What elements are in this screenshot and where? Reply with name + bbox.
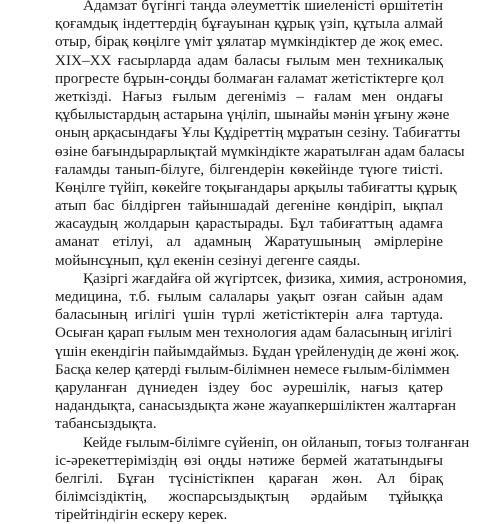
text-line: Адамзат бүгінгі таңда әлеуметтік шиеленісті өршітетін [83,0,443,14]
text-line: медицина, т.б. ғылым салалары уақыт озған сайын адам [55,288,443,305]
paragraph-2 [55,269,467,434]
text-line: ғаламды танып-білуге, білгендерін көкейінде түюге тиісті. [55,160,443,178]
text-line: құбылыстардың астарына үңіліп, шынайы мәнін ұғыну және [55,106,450,124]
text-line: үшін екендігін пайымдаймыз. Бұдан үрейленудің де жөні жоқ. [55,342,460,360]
text-line: тірейтіндігін ескеру керек. [55,506,228,524]
text-line: жасаудың жолдарын қарастырады. Бұл табиғаттың адамға [55,215,443,233]
text-line: надандықта, санасыздықта және жауапкершіліктен жалтарған [55,397,456,415]
text-line: отыр, бірақ көңілге үміт ұялатар мүмкіндіктер де жоқ емес. [55,33,443,51]
text-line: Көңілге түйіп, көкейге тоқығандары арқылы табиғатты құрық [55,178,457,196]
text-line: XIX–XX ғасырларда адам баласы ғылым мен техникалық [55,51,443,69]
text-line: Қазіргі жағдайға ой жүгіртсек, физика, химия, астрономия, [83,269,467,287]
text-line: аманат етілуі, ал адамның Жаратушының әмірлеріне [55,233,443,251]
text-line: жеткізді. Нағыз ғылым дегеніміз – ғалам мен ондағы [55,87,443,105]
body-text [55,0,470,524]
text-line: қаруланған дүниеден іздеу бос әурешілік, нағыз қатер [55,378,443,396]
text-line: қоғамдық індеттердің бұғауынан құрық үзіп, құтыла алмай [55,15,443,33]
paragraph-3 [55,433,470,524]
text-line: белгілі. Бұған түсіністікпен қараған жөн. Ал бірақ [55,469,443,487]
paragraph-1 [55,0,465,270]
text-line: баласының игілігі үшін түрлі жетістіктерін алға тартуда. [55,306,443,324]
text-line: прогресте бұрын-соңды болмаған ғаламат жетістіктерге қол [55,69,444,87]
text-line: іс-әрекеттеріміздің өзі оңды нәтиже бермей жататындығы [55,451,443,469]
text-line: мойынсұнып, құл екенін сезінуі дегенге саяды. [55,251,361,269]
text-line: білімсіздіктің, жоспарсыздықтың әрдайым тұйыққа [55,488,443,506]
text-line: өзіне бағындырарлықтай мүмкіндікте жаратылған адам баласы [55,142,465,160]
text-line: оның арқасындағы Ұлы Құдіреттің мұратын сезіну. Табиғатты [55,124,461,142]
text-line: Басқа келер қатерді ғылым-білімнен немесе ғылым-біліммен [55,360,450,378]
text-line: атып бас білдірген тайыншадай дегеніне көндіріп, ықпал [55,197,443,215]
text-line: Кейде ғылым-білімге сүйеніп, он ойланып, тоғыз толғанған [83,433,470,451]
text-line: Осыған қарап ғылым мен технология адам баласының игілігі [55,324,453,342]
text-line: табансыздықта. [55,415,157,433]
